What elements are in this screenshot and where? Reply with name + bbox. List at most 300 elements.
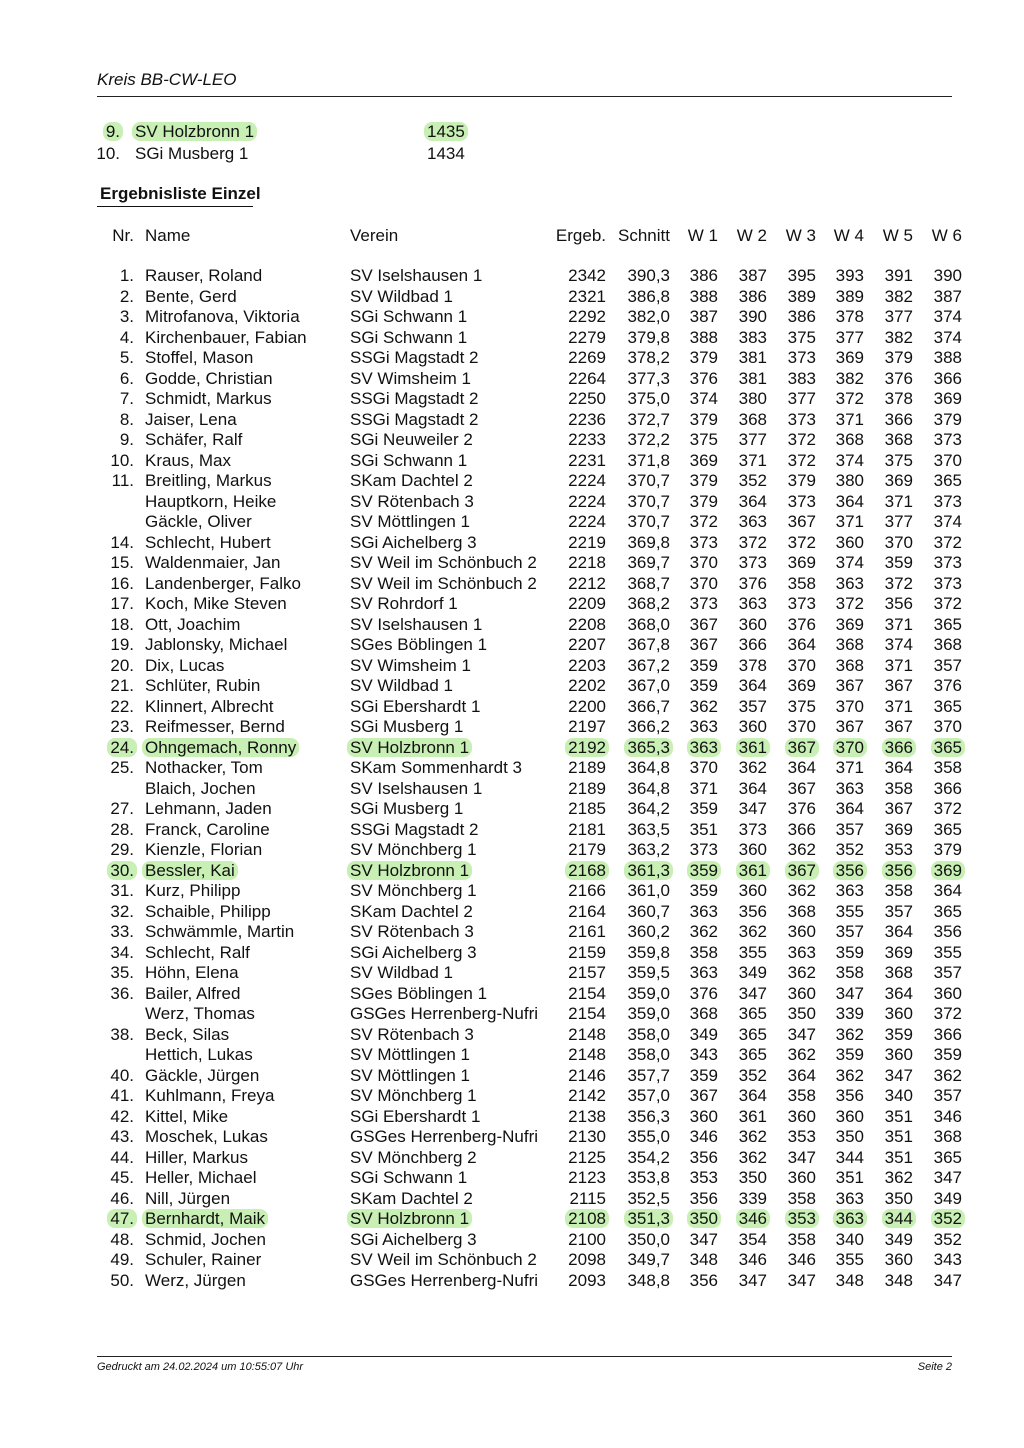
total-cell: 2168 — [550, 861, 606, 881]
series-4-cell: 370 — [835, 696, 864, 716]
series-2-cell: 381 — [738, 368, 767, 388]
total-cell: 2154 — [568, 983, 606, 1003]
average-cell: 361,3 — [610, 861, 670, 881]
series-5-cell: 344 — [875, 1209, 913, 1229]
series-4-cell: 393 — [835, 266, 864, 285]
series-2-cell: 360 — [738, 881, 767, 900]
table-row — [0, 328, 1024, 349]
name-cell: Bernhardt, Maik — [145, 1209, 265, 1229]
series-4-cell: 374 — [835, 553, 864, 572]
club-cell: SGi Aichelberg 3 — [350, 532, 477, 552]
series-1-cell: 370 — [689, 553, 718, 572]
series-4-cell: 357 — [835, 819, 864, 839]
series-4-cell: 370 — [826, 738, 864, 758]
series-1-cell: 359 — [689, 676, 718, 695]
total-cell: 2197 — [568, 717, 606, 736]
average-cell: 382,0 — [627, 307, 670, 326]
club-cell: SV Iselshausen 1 — [350, 614, 483, 634]
name-cell: Kuhlmann, Freya — [145, 1086, 275, 1105]
total-cell: 2130 — [568, 1127, 606, 1146]
team-rank: 10. — [96, 144, 120, 163]
name-cell: Lehmann, Jaden — [145, 799, 272, 818]
series-2-cell: 356 — [738, 901, 767, 921]
series-3-cell: 372 — [787, 430, 816, 449]
series-5-cell: 368 — [884, 430, 913, 449]
rank-cell: 25. — [110, 758, 134, 777]
rank-cell: 1. — [119, 266, 134, 285]
footer-divider — [97, 1356, 952, 1357]
series-2-cell: 360 — [738, 717, 767, 736]
series-4-cell: 364 — [835, 491, 864, 511]
average-cell: 357,0 — [627, 1086, 670, 1105]
series-1-cell: 367 — [689, 614, 718, 634]
series-2-cell: 360 — [738, 840, 767, 859]
rank-cell: 4. — [119, 327, 134, 347]
team-name: SGi Musberg 1 — [135, 144, 249, 163]
rank-cell: 38. — [110, 1024, 134, 1044]
series-6-cell: 347 — [933, 1270, 962, 1290]
series-6-cell: 365 — [933, 819, 962, 839]
series-1-cell: 359 — [689, 799, 718, 818]
series-6-cell: 372 — [933, 799, 962, 818]
club-cell: SGi Schwann 1 — [350, 307, 468, 326]
total-cell: 2218 — [568, 553, 606, 572]
table-row — [0, 287, 1024, 308]
club-cell: SGi Aichelberg 3 — [350, 942, 477, 962]
column-header-w3: W 3 — [785, 226, 816, 245]
series-3-cell: 386 — [787, 307, 816, 326]
team-rank: 9. — [90, 122, 120, 142]
total-cell: 2100 — [568, 1229, 606, 1249]
team-name: SV Holzbronn 1 — [135, 122, 254, 142]
total-cell: 2321 — [568, 286, 606, 306]
average-cell: 365,3 — [610, 738, 670, 758]
series-6-cell: 369 — [933, 389, 962, 408]
rank-cell: 48. — [110, 1229, 134, 1249]
series-2-cell: 383 — [738, 327, 767, 347]
total-cell: 2219 — [568, 532, 606, 552]
series-2-cell: 380 — [738, 389, 767, 408]
series-1-cell: 367 — [689, 1086, 718, 1105]
club-cell: SGi Ebershardt 1 — [350, 1106, 481, 1126]
average-cell: 369,7 — [627, 553, 670, 572]
series-6-cell: 379 — [933, 840, 962, 859]
average-cell: 359,8 — [627, 942, 670, 962]
series-4-cell: 377 — [835, 327, 864, 347]
series-3-cell: 372 — [787, 450, 816, 470]
series-1-cell: 368 — [689, 1004, 718, 1023]
series-6-cell: 347 — [933, 1168, 962, 1187]
series-5-cell: 371 — [884, 614, 913, 634]
average-cell: 377,3 — [627, 368, 670, 388]
series-2-cell: 361 — [729, 738, 767, 758]
series-6-cell: 357 — [933, 963, 962, 982]
series-4-cell: 389 — [835, 286, 864, 306]
series-4-cell: 360 — [835, 1106, 864, 1126]
series-6-cell: 362 — [933, 1065, 962, 1085]
total-cell: 2157 — [568, 963, 606, 982]
rank-cell: 27. — [110, 799, 134, 818]
series-4-cell: 359 — [835, 942, 864, 962]
series-4-cell: 355 — [835, 1250, 864, 1269]
series-6-cell: 365 — [933, 901, 962, 921]
series-5-cell: 360 — [884, 1004, 913, 1023]
series-4-cell: 364 — [835, 799, 864, 818]
average-cell: 364,2 — [627, 799, 670, 818]
club-cell: SV Mönchberg 1 — [350, 881, 477, 900]
series-6-cell: 357 — [933, 1086, 962, 1105]
club-cell: SV Wimsheim 1 — [350, 368, 471, 388]
table-row — [0, 553, 1024, 574]
series-4-cell: 362 — [835, 1024, 864, 1044]
series-2-cell: 339 — [738, 1188, 767, 1208]
total-cell: 2164 — [568, 901, 606, 921]
rank-cell: 33. — [110, 922, 134, 941]
series-5-cell: 364 — [884, 983, 913, 1003]
rank-cell: 18. — [110, 614, 134, 634]
series-5-cell: 358 — [884, 881, 913, 900]
total-cell: 2292 — [568, 307, 606, 326]
series-5-cell: 369 — [884, 819, 913, 839]
series-3-cell: 358 — [787, 1086, 816, 1105]
series-3-cell: 389 — [787, 286, 816, 306]
series-1-cell: 388 — [689, 327, 718, 347]
total-cell: 2115 — [569, 1188, 606, 1208]
series-5-cell: 362 — [884, 1168, 913, 1187]
table-row — [0, 656, 1024, 677]
series-1-cell: 351 — [689, 819, 718, 839]
series-4-cell: 362 — [835, 1065, 864, 1085]
rank-cell: 14. — [110, 532, 134, 552]
average-cell: 370,7 — [627, 512, 670, 531]
table-row — [0, 943, 1024, 964]
series-4-cell: 360 — [835, 532, 864, 552]
name-cell: Dix, Lucas — [145, 655, 225, 675]
club-cell: SGi Schwann 1 — [350, 1168, 468, 1187]
series-1-cell: 379 — [689, 471, 718, 490]
table-row — [0, 676, 1024, 697]
series-5-cell: 358 — [884, 778, 913, 798]
series-1-cell: 348 — [689, 1250, 718, 1269]
series-1-cell: 373 — [689, 840, 718, 859]
rank-cell: 2. — [119, 286, 134, 306]
rank-cell: 15. — [110, 553, 134, 572]
table-row — [0, 779, 1024, 800]
name-cell: Blaich, Jochen — [145, 778, 256, 798]
series-6-cell: 360 — [933, 983, 962, 1003]
series-5-cell: 382 — [884, 327, 913, 347]
name-cell: Jaiser, Lena — [145, 409, 237, 429]
series-1-cell: 376 — [689, 368, 718, 388]
club-cell: SKam Dachtel 2 — [350, 901, 473, 921]
series-1-cell: 388 — [689, 286, 718, 306]
table-row — [0, 533, 1024, 554]
club-cell: SGi Aichelberg 3 — [350, 1229, 477, 1249]
series-5-cell: 353 — [884, 840, 913, 859]
club-cell: SKam Dachtel 2 — [350, 471, 473, 490]
table-row — [0, 1189, 1024, 1210]
name-cell: Nothacker, Tom — [145, 758, 263, 777]
average-cell: 358,0 — [627, 1024, 670, 1044]
rank-cell: 19. — [110, 635, 134, 654]
average-cell: 360,2 — [627, 922, 670, 941]
series-5-cell: 349 — [884, 1229, 913, 1249]
club-cell: SV Wildbad 1 — [350, 286, 453, 306]
series-6-cell: 343 — [933, 1250, 962, 1269]
series-1-cell: 362 — [689, 922, 718, 941]
series-2-cell: 364 — [738, 1086, 767, 1105]
series-6-cell: 372 — [933, 1004, 962, 1023]
series-5-cell: 366 — [875, 738, 913, 758]
series-5-cell: 369 — [884, 942, 913, 962]
club-cell: SV Mönchberg 1 — [350, 840, 477, 859]
total-cell: 2142 — [568, 1086, 606, 1105]
series-3-cell: 367 — [778, 861, 816, 881]
total-cell: 2185 — [568, 799, 606, 818]
series-5-cell: 340 — [884, 1086, 913, 1105]
series-4-cell: 347 — [835, 983, 864, 1003]
series-4-cell: 363 — [835, 778, 864, 798]
club-cell: GSGes Herrenberg-Nufri — [350, 1270, 539, 1290]
table-row — [0, 1086, 1024, 1107]
series-5-cell: 360 — [884, 1045, 913, 1064]
series-3-cell: 358 — [787, 1229, 816, 1249]
series-1-cell: 356 — [689, 1147, 718, 1167]
table-row — [0, 369, 1024, 390]
average-cell: 372,7 — [627, 409, 670, 429]
series-6-cell: 346 — [933, 1106, 962, 1126]
rank-cell: 31. — [110, 881, 134, 900]
average-cell: 364,8 — [627, 758, 670, 777]
series-2-cell: 357 — [738, 696, 767, 716]
series-3-cell: 368 — [787, 901, 816, 921]
series-2-cell: 373 — [738, 819, 767, 839]
series-4-cell: 369 — [835, 348, 864, 367]
table-row — [0, 1250, 1024, 1271]
series-2-cell: 349 — [738, 963, 767, 982]
column-header-schnitt: Schnitt — [618, 226, 670, 245]
name-cell: Schmid, Jochen — [145, 1229, 266, 1249]
series-2-cell: 362 — [738, 922, 767, 941]
series-3-cell: 366 — [787, 819, 816, 839]
table-row — [0, 410, 1024, 431]
series-3-cell: 362 — [787, 840, 816, 859]
table-row — [0, 717, 1024, 738]
series-3-cell: 362 — [787, 963, 816, 982]
series-3-cell: 395 — [787, 266, 816, 285]
table-row — [0, 1066, 1024, 1087]
total-cell: 2148 — [568, 1024, 606, 1044]
series-5-cell: 359 — [884, 553, 913, 572]
name-cell: Schmidt, Markus — [145, 389, 272, 408]
table-row — [0, 1107, 1024, 1128]
average-cell: 360,7 — [627, 901, 670, 921]
series-4-cell: 363 — [835, 881, 864, 900]
series-1-cell: 358 — [689, 942, 718, 962]
table-row — [0, 963, 1024, 984]
series-1-cell: 372 — [689, 512, 718, 531]
average-cell: 352,5 — [627, 1188, 670, 1208]
series-3-cell: 364 — [787, 758, 816, 777]
table-row — [0, 635, 1024, 656]
rank-cell: 47. — [100, 1209, 134, 1229]
series-6-cell: 370 — [933, 450, 962, 470]
series-3-cell: 367 — [778, 738, 816, 758]
average-cell: 359,0 — [627, 983, 670, 1003]
series-2-cell: 365 — [738, 1045, 767, 1064]
total-cell: 2179 — [568, 840, 606, 859]
series-5-cell: 359 — [884, 1024, 913, 1044]
series-3-cell: 373 — [787, 409, 816, 429]
average-cell: 367,8 — [627, 635, 670, 654]
name-cell: Gäckle, Jürgen — [145, 1065, 260, 1085]
table-row — [0, 738, 1024, 759]
total-cell: 2233 — [568, 430, 606, 449]
total-cell: 2212 — [568, 573, 606, 593]
series-1-cell: 363 — [689, 717, 718, 736]
total-cell: 2264 — [568, 368, 606, 388]
club-cell: SV Wimsheim 1 — [350, 655, 471, 675]
series-6-cell: 379 — [933, 409, 962, 429]
average-cell: 364,8 — [627, 778, 670, 798]
series-4-cell: 348 — [835, 1270, 864, 1290]
total-cell: 2269 — [568, 348, 606, 367]
series-2-cell: 363 — [738, 512, 767, 531]
series-3-cell: 370 — [787, 717, 816, 736]
series-3-cell: 360 — [787, 1168, 816, 1187]
name-cell: Heller, Michael — [145, 1168, 257, 1187]
rank-cell: 9. — [119, 430, 134, 449]
series-1-cell: 349 — [689, 1024, 718, 1044]
average-cell: 375,0 — [627, 389, 670, 408]
series-6-cell: 352 — [924, 1209, 962, 1229]
series-6-cell: 373 — [933, 573, 962, 593]
average-cell: 367,2 — [627, 655, 670, 675]
table-row — [0, 1004, 1024, 1025]
series-2-cell: 364 — [738, 778, 767, 798]
series-3-cell: 369 — [787, 676, 816, 695]
name-cell: Schäfer, Ralf — [145, 430, 243, 449]
series-5-cell: 351 — [884, 1106, 913, 1126]
total-cell: 2154 — [568, 1004, 606, 1023]
rank-cell: 30. — [100, 861, 134, 881]
series-4-cell: 372 — [835, 389, 864, 408]
series-1-cell: 379 — [689, 348, 718, 367]
rank-cell: 43. — [110, 1127, 134, 1146]
name-cell: Kurz, Philipp — [145, 881, 241, 900]
series-6-cell: 366 — [933, 1024, 962, 1044]
average-cell: 372,2 — [627, 430, 670, 449]
series-3-cell: 373 — [787, 491, 816, 511]
name-cell: Ott, Joachim — [145, 614, 241, 634]
average-cell: 350,0 — [627, 1229, 670, 1249]
series-1-cell: 359 — [689, 1065, 718, 1085]
series-6-cell: 359 — [933, 1045, 962, 1064]
series-1-cell: 363 — [689, 963, 718, 982]
name-cell: Franck, Caroline — [145, 819, 270, 839]
table-row — [0, 697, 1024, 718]
series-2-cell: 350 — [738, 1168, 767, 1187]
name-cell: Gäckle, Oliver — [145, 512, 252, 531]
name-cell: Bente, Gerd — [145, 286, 237, 306]
average-cell: 351,3 — [610, 1209, 670, 1229]
club-cell: SV Möttlingen 1 — [350, 1045, 471, 1064]
series-3-cell: 360 — [787, 1106, 816, 1126]
name-cell: Kraus, Max — [145, 450, 231, 470]
series-4-cell: 356 — [826, 861, 864, 881]
series-5-cell: 366 — [884, 409, 913, 429]
total-cell: 2207 — [568, 635, 606, 654]
name-cell: Höhn, Elena — [145, 963, 239, 982]
column-header-nr: Nr. — [112, 226, 134, 245]
total-cell: 2161 — [568, 922, 606, 941]
series-5-cell: 371 — [884, 491, 913, 511]
name-cell: Hiller, Markus — [145, 1147, 248, 1167]
name-cell: Koch, Mike Steven — [145, 594, 287, 613]
series-6-cell: 355 — [933, 942, 962, 962]
series-4-cell: 359 — [835, 1045, 864, 1064]
rank-cell: 11. — [111, 471, 134, 490]
series-6-cell: 387 — [933, 286, 962, 306]
series-2-cell: 362 — [738, 758, 767, 777]
series-6-cell: 369 — [924, 861, 962, 881]
club-cell: SGes Böblingen 1 — [350, 983, 488, 1003]
name-cell: Kittel, Mike — [145, 1106, 229, 1126]
series-3-cell: 367 — [787, 778, 816, 798]
club-cell: SGi Musberg 1 — [350, 717, 464, 736]
series-6-cell: 372 — [933, 532, 962, 552]
series-3-cell: 363 — [787, 942, 816, 962]
print-timestamp: Gedruckt am 24.02.2024 um 10:55:07 Uhr — [97, 1361, 304, 1373]
name-cell: Schlecht, Ralf — [145, 942, 250, 962]
total-cell: 2189 — [568, 778, 606, 798]
series-3-cell: 373 — [787, 348, 816, 367]
table-row — [0, 984, 1024, 1005]
series-1-cell: 386 — [689, 266, 718, 285]
series-6-cell: 374 — [933, 327, 962, 347]
series-3-cell: 372 — [787, 532, 816, 552]
club-cell: SV Rötenbach 3 — [350, 1024, 474, 1044]
series-3-cell: 353 — [778, 1209, 816, 1229]
rank-cell: 45. — [110, 1168, 134, 1187]
series-4-cell: 363 — [835, 1188, 864, 1208]
total-cell: 2192 — [550, 738, 606, 758]
series-2-cell: 363 — [738, 594, 767, 613]
average-cell: 367,0 — [627, 676, 670, 695]
series-4-cell: 371 — [835, 758, 864, 777]
column-header-name: Name — [145, 226, 191, 245]
page-header-title: Kreis BB-CW-LEO — [97, 70, 237, 89]
total-cell: 2166 — [568, 881, 606, 900]
table-row — [0, 799, 1024, 820]
total-cell: 2138 — [568, 1106, 606, 1126]
average-cell: 386,8 — [627, 286, 670, 306]
average-cell: 379,8 — [627, 327, 670, 347]
series-3-cell: 367 — [787, 512, 816, 531]
series-1-cell: 373 — [689, 532, 718, 552]
team-score: 1435 — [427, 122, 465, 142]
series-5-cell: 350 — [884, 1188, 913, 1208]
series-5-cell: 357 — [884, 901, 913, 921]
series-3-cell: 376 — [787, 614, 816, 634]
average-cell: 368,0 — [627, 614, 670, 634]
series-5-cell: 356 — [884, 594, 913, 613]
rank-cell: 10. — [110, 450, 134, 470]
total-cell: 2209 — [568, 594, 606, 613]
name-cell: Breitling, Markus — [145, 471, 272, 490]
series-6-cell: 373 — [933, 491, 962, 511]
rank-cell: 22. — [110, 696, 134, 716]
